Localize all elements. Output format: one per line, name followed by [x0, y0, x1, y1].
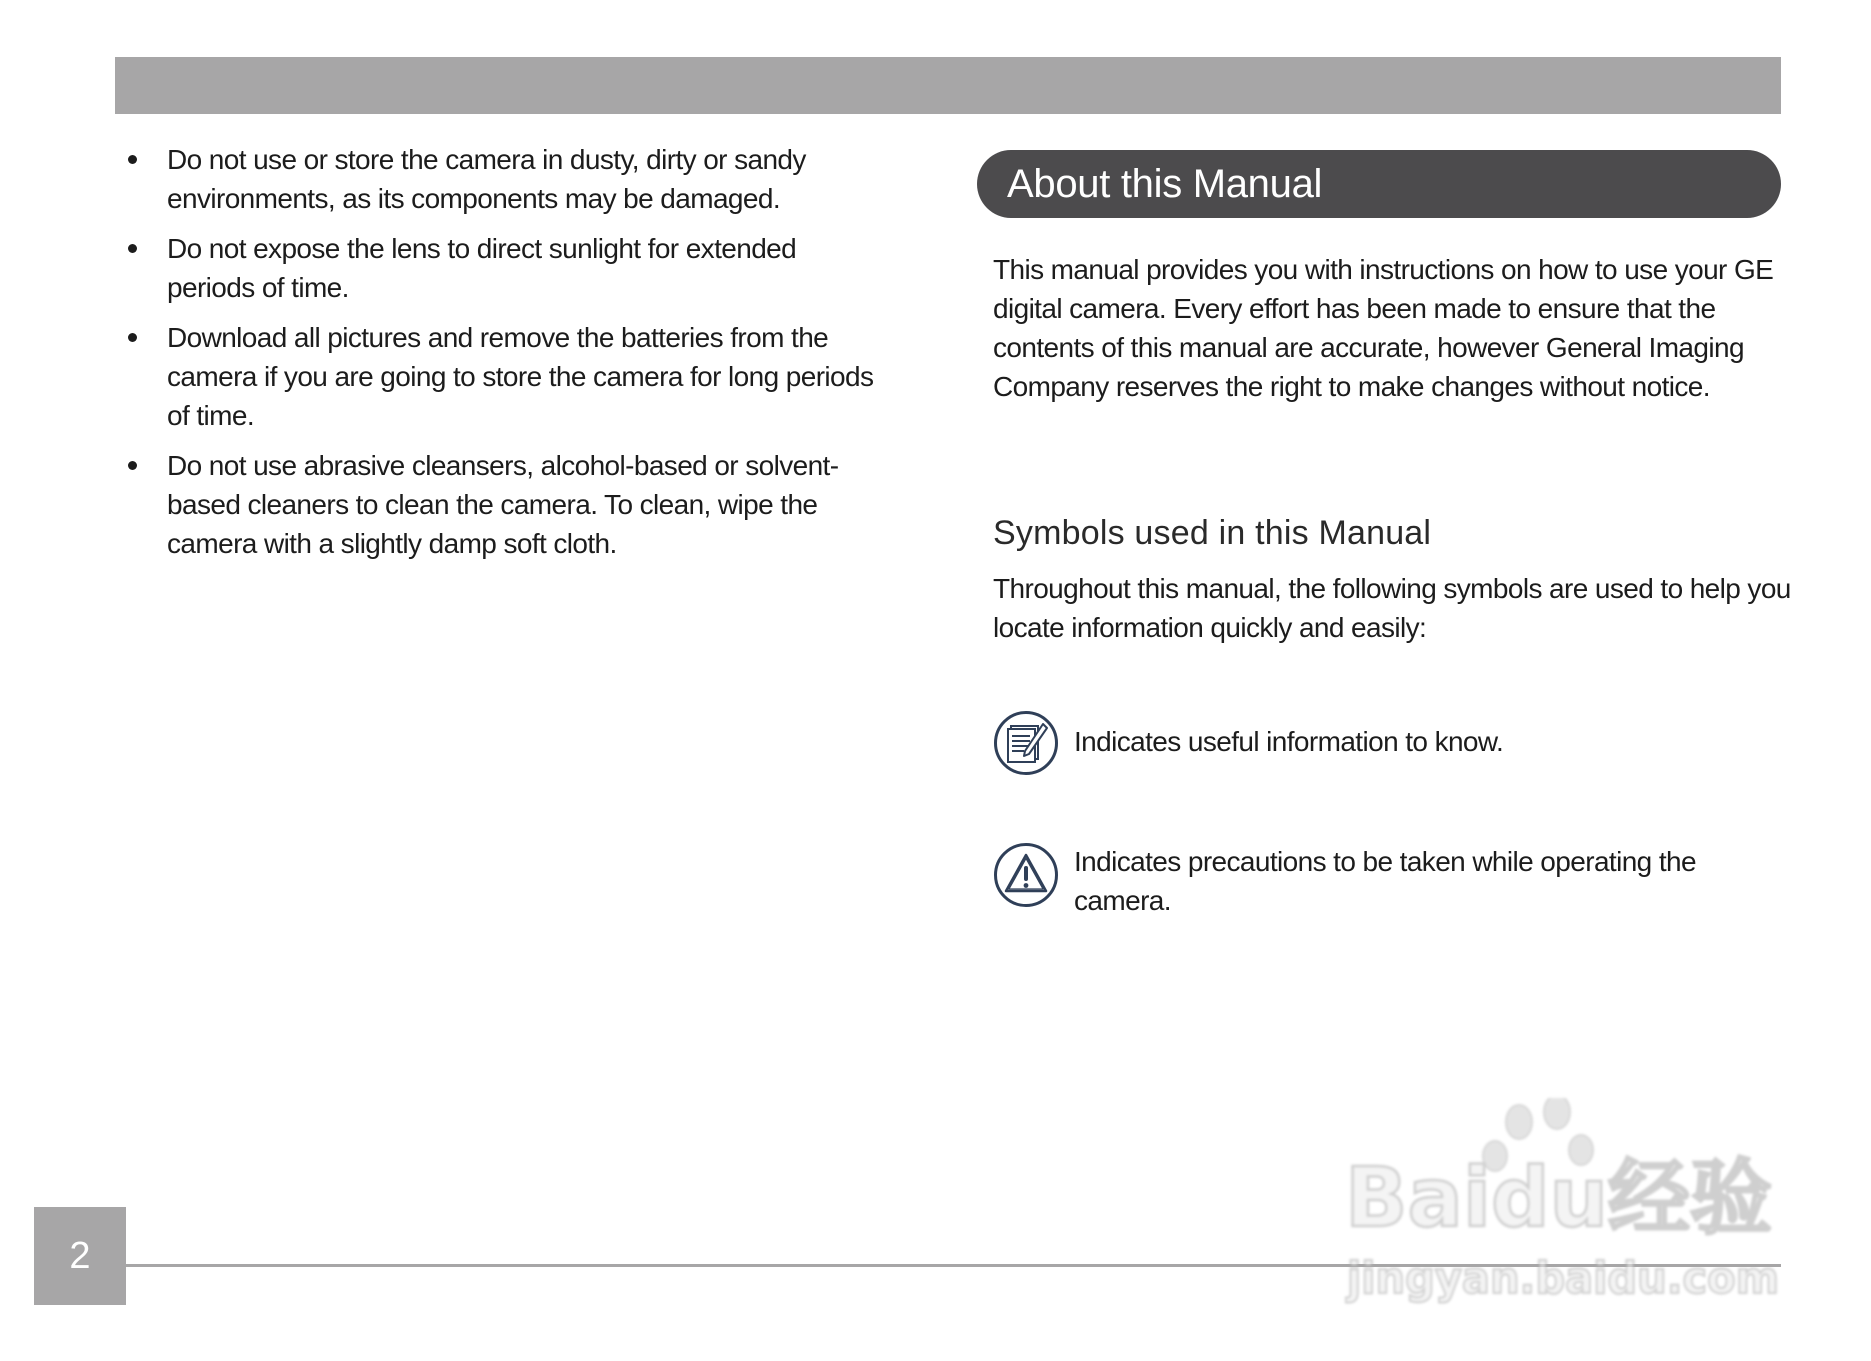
symbol-warning-text: Indicates precautions to be taken while operating the camera.: [1074, 846, 1696, 916]
bullet-dot: [128, 333, 137, 342]
page-number: 2: [34, 1207, 126, 1305]
bullet-dot: [128, 155, 137, 164]
symbol-note-text: Indicates useful information to know.: [1074, 726, 1504, 757]
bullet-text: Download all pictures and remove the batteries from the camera if you are going to store the camera for long periods of time.: [167, 322, 874, 431]
note-icon: [993, 710, 1059, 776]
bullet-item: [125, 229, 885, 307]
bullet-dot: [128, 244, 137, 253]
baidu-watermark: [1345, 1098, 1781, 1308]
care-instructions: [125, 140, 885, 574]
bullet-item: [125, 318, 885, 435]
header-bar: [115, 57, 1781, 114]
bullet-list: [125, 140, 885, 563]
section-title: About this Manual: [977, 150, 1781, 218]
bullet-item: [125, 446, 885, 563]
bullet-dot: [128, 461, 137, 470]
bullet-text: Do not expose the lens to direct sunlight for extended periods of time.: [167, 233, 797, 303]
watermark-url: jingyan.baidu.com: [1345, 1253, 1779, 1304]
watermark-brand: Baidu经验: [1345, 1151, 1773, 1246]
symbols-heading: Symbols used in this Manual: [993, 514, 1432, 552]
intro-paragraph: This manual provides you with instructions on how to use your GE digital camera. Every effort has been made to ensure that the contents of this manual are accurate, however General Imaging Company reserves the right to make changes without notice.: [993, 254, 1774, 402]
warning-icon: [993, 842, 1059, 908]
symbols-intro: Throughout this manual, the following symbols are used to help you locate information quickly and easily:: [993, 573, 1791, 643]
bullet-text: Do not use abrasive cleansers, alcohol-based or solvent-based cleaners to clean the camera. To clean, wipe the camera with a slightly damp soft cloth.: [167, 450, 839, 559]
bullet-text: Do not use or store the camera in dusty, dirty or sandy environments, as its components may be damaged.: [167, 144, 806, 214]
bullet-item: [125, 140, 885, 218]
